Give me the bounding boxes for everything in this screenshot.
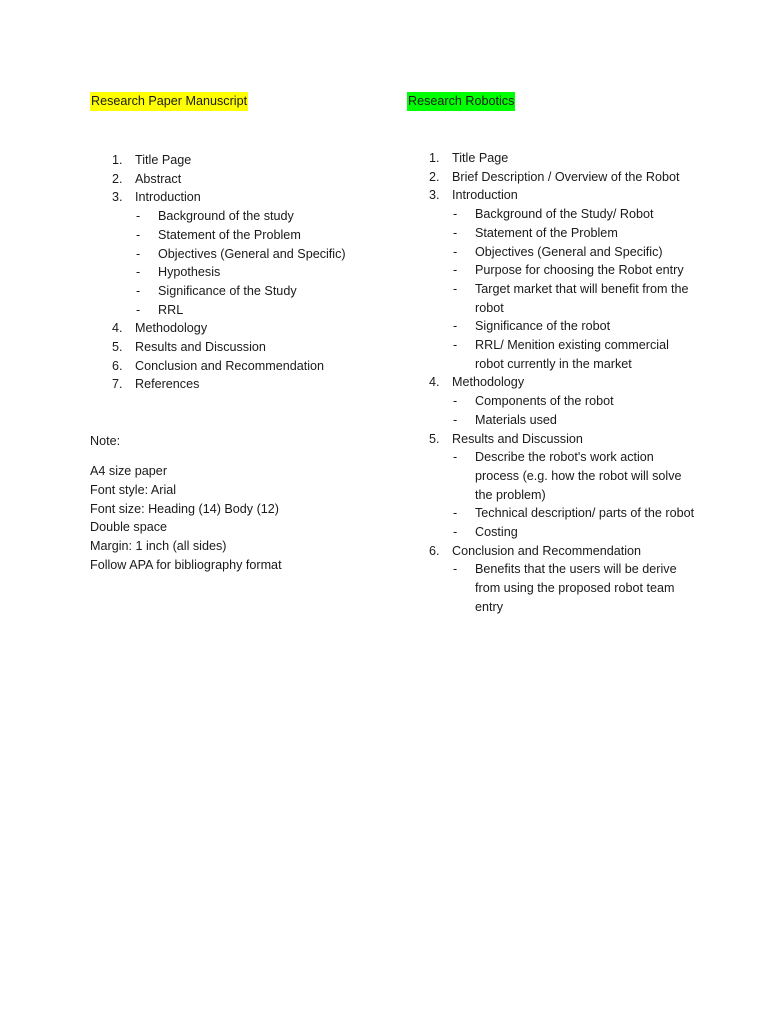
item-number: 3.	[429, 188, 440, 203]
item-label: Abstract	[135, 171, 182, 186]
item-label: Introduction	[135, 190, 201, 205]
dash-bullet: -	[453, 338, 458, 353]
sub-item-label: Technical description/ parts of the robot	[475, 506, 695, 521]
sub-item-label: Hypothesis	[158, 265, 221, 280]
dash-bullet: -	[453, 562, 458, 577]
outline-item	[407, 149, 697, 168]
note-line: Double space	[90, 520, 168, 535]
sub-item-label: Statement of the Problem	[475, 225, 618, 240]
item-label: Methodology	[135, 321, 208, 336]
sub-item	[135, 245, 390, 264]
right-column	[407, 92, 697, 617]
sub-item-label: Objectives (General and Specific)	[475, 244, 663, 259]
sub-item	[452, 448, 697, 504]
dash-bullet: -	[453, 281, 458, 296]
dash-bullet: -	[453, 525, 458, 540]
sub-item-label: Significance of the robot	[475, 319, 611, 334]
sub-item-label: Benefits that the users will be derive from using the proposed robot team entry	[475, 562, 677, 614]
sub-list	[135, 207, 390, 319]
sub-item-label: RRL	[158, 302, 184, 317]
sub-item	[135, 263, 390, 282]
sub-item-label: Costing	[475, 525, 518, 540]
outline-item	[90, 338, 390, 357]
item-number: 4.	[429, 375, 440, 390]
item-number: 5.	[429, 431, 440, 446]
sub-item	[452, 523, 697, 542]
dash-bullet: -	[453, 263, 458, 278]
outline-item	[407, 186, 697, 373]
sub-item-label: RRL/ Menition existing commercial robot currently in the market	[475, 338, 669, 371]
outline-item	[407, 168, 697, 187]
outline-item	[407, 430, 697, 542]
right-outline-list	[407, 149, 697, 617]
sub-item-label: Objectives (General and Specific)	[158, 246, 346, 261]
left-heading: Research Paper Manuscript	[90, 92, 248, 111]
sub-list	[452, 392, 697, 429]
sub-item-label: Background of the study	[158, 209, 294, 224]
sub-list	[452, 560, 697, 616]
note-line: Font style: Arial	[90, 482, 177, 497]
dash-bullet: -	[136, 283, 141, 298]
item-label: Title Page	[135, 153, 192, 167]
sub-item	[452, 317, 697, 336]
item-label: Title Page	[452, 151, 509, 165]
sub-item	[452, 411, 697, 430]
item-label: Methodology	[452, 375, 525, 390]
sub-item	[135, 207, 390, 226]
item-number: 5.	[112, 340, 123, 355]
sub-list	[452, 448, 697, 542]
dash-bullet: -	[453, 207, 458, 222]
sub-item	[452, 560, 697, 616]
item-number: 1.	[429, 151, 440, 165]
left-column	[90, 92, 390, 574]
dash-bullet: -	[453, 450, 458, 465]
note-label: Note:	[90, 434, 121, 449]
item-label: Conclusion and Recommendation	[135, 358, 325, 373]
sub-item	[452, 280, 697, 317]
dash-bullet: -	[136, 209, 141, 224]
dash-bullet: -	[453, 506, 458, 521]
item-number: 4.	[112, 321, 123, 336]
outline-item	[90, 375, 390, 394]
item-label: Conclusion and Recommendation	[452, 543, 642, 558]
dash-bullet: -	[136, 227, 141, 242]
item-number: 3.	[112, 190, 123, 205]
outline-item	[90, 188, 390, 319]
sub-item-label: Materials used	[475, 412, 557, 427]
item-number: 2.	[429, 169, 440, 184]
note-line: A4 size paper	[90, 464, 168, 479]
notes-list	[90, 462, 390, 574]
item-label: Results and Discussion	[452, 431, 583, 446]
item-label: Brief Description / Overview of the Robot	[452, 169, 680, 184]
item-number: 6.	[112, 358, 123, 373]
sub-item-label: Background of the Study/ Robot	[475, 207, 654, 222]
outline-item	[407, 373, 697, 429]
sub-item-label: Components of the robot	[475, 394, 614, 409]
sub-item	[452, 243, 697, 262]
dash-bullet: -	[136, 265, 141, 280]
sub-item-label: Purpose for choosing the Robot entry	[475, 263, 684, 278]
outline-item	[90, 170, 390, 189]
sub-item	[452, 336, 697, 373]
sub-item-label: Statement of the Problem	[158, 227, 301, 242]
sub-item-label: Target market that will benefit from the robot	[475, 281, 689, 315]
dash-bullet: -	[453, 412, 458, 427]
sub-item	[135, 226, 390, 245]
right-heading: Research Robotics	[407, 92, 515, 111]
sub-item	[452, 504, 697, 523]
sub-item	[135, 301, 390, 320]
sub-item	[135, 282, 390, 301]
item-label: Introduction	[452, 188, 518, 203]
dash-bullet: -	[453, 319, 458, 334]
outline-item	[90, 319, 390, 338]
dash-bullet: -	[453, 225, 458, 240]
sub-item	[452, 261, 697, 280]
dash-bullet: -	[136, 302, 141, 317]
sub-item-label: Significance of the Study	[158, 283, 297, 298]
sub-item	[452, 224, 697, 243]
item-label: References	[135, 377, 200, 392]
note-line: Follow APA for bibliography format	[90, 557, 282, 572]
item-label: Results and Discussion	[135, 340, 266, 355]
dash-bullet: -	[453, 244, 458, 259]
item-number: 6.	[429, 543, 440, 558]
left-outline-list	[90, 151, 390, 394]
dash-bullet: -	[453, 394, 458, 409]
sub-item	[452, 392, 697, 411]
sub-item-label: Describe the robot's work action process (e.g. how the robot will solve the problem)	[475, 450, 682, 502]
note-line: Font size: Heading (14) Body (12)	[90, 501, 279, 516]
item-number: 7.	[112, 377, 123, 392]
sub-list	[452, 205, 697, 373]
dash-bullet: -	[136, 246, 141, 261]
outline-item	[407, 542, 697, 617]
note-line: Margin: 1 inch (all sides)	[90, 538, 227, 553]
outline-item	[90, 151, 390, 170]
sub-item	[452, 205, 697, 224]
item-number: 2.	[112, 171, 123, 186]
outline-item	[90, 357, 390, 376]
item-number: 1.	[112, 153, 123, 167]
